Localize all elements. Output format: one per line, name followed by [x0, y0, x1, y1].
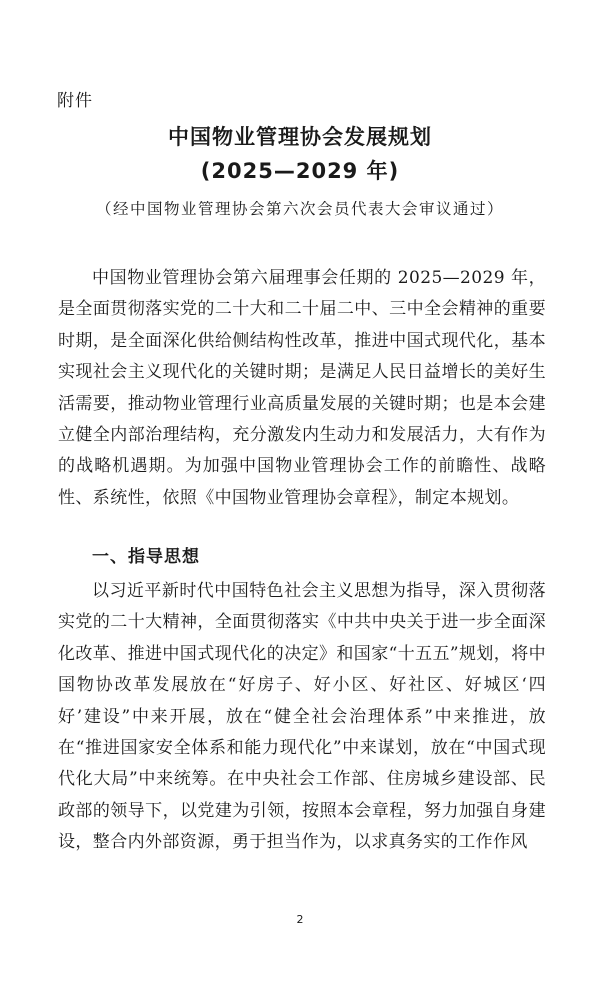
page-number: 2 — [296, 913, 304, 926]
intro-paragraph: 中国物业管理协会第六届理事会任期的 2025—2029 年，是全面贯彻落实党的二十大和二十届二中、三中全会精神的重要时期，是全面深化供给侧结构性改革，推进中国式现代化，基本实现社会主义现代化的关键时期；是满足人民日益增长的美好生活需要，推动物业管理行业高质量发展的关键时期；也是本会建立健全内部治理结构，充分激发内生动力和发展活力，大有作为的战略机遇期。为加强中国物业管理协会工作的前瞻性、战略性、系统性，依照《中国物业管理协会章程》，制定本规划。 — [58, 268, 546, 508]
attachment-label: 附件 — [57, 91, 93, 111]
document-title-years: (2025—2029 年) — [200, 159, 400, 183]
section-heading-guiding-ideology: 一、指导思想 — [92, 547, 200, 567]
section-paragraph: 以习近平新时代中国特色社会主义思想为指导，深入贯彻落实党的二十大精神，全面贯彻落实《中共中央关于进一步全面深化改革、推进中国式现代化的决定》和国家“十五五”规划，将中国物协改革发展放在“好房子、好小区、好社区、好城区‘四好’建设”中来开展，放在“健全社会治理体系”中来推进，放在“推进国家安全体系和能力现代化”中来谋划，放在“中国式现代化大局”中来统筹。在中央社会工作部、住房城乡建设部、民政部的领导下，以党建为引领，按照本会章程，努力加强自身建设，整合内外部资源，勇于担当作为，以求真务实的工作作风 — [58, 581, 546, 853]
document-title: 中国物业管理协会发展规划 — [168, 125, 432, 149]
document-subtitle: （经中国物业管理协会第六次会员代表大会审议通过） — [95, 200, 504, 218]
